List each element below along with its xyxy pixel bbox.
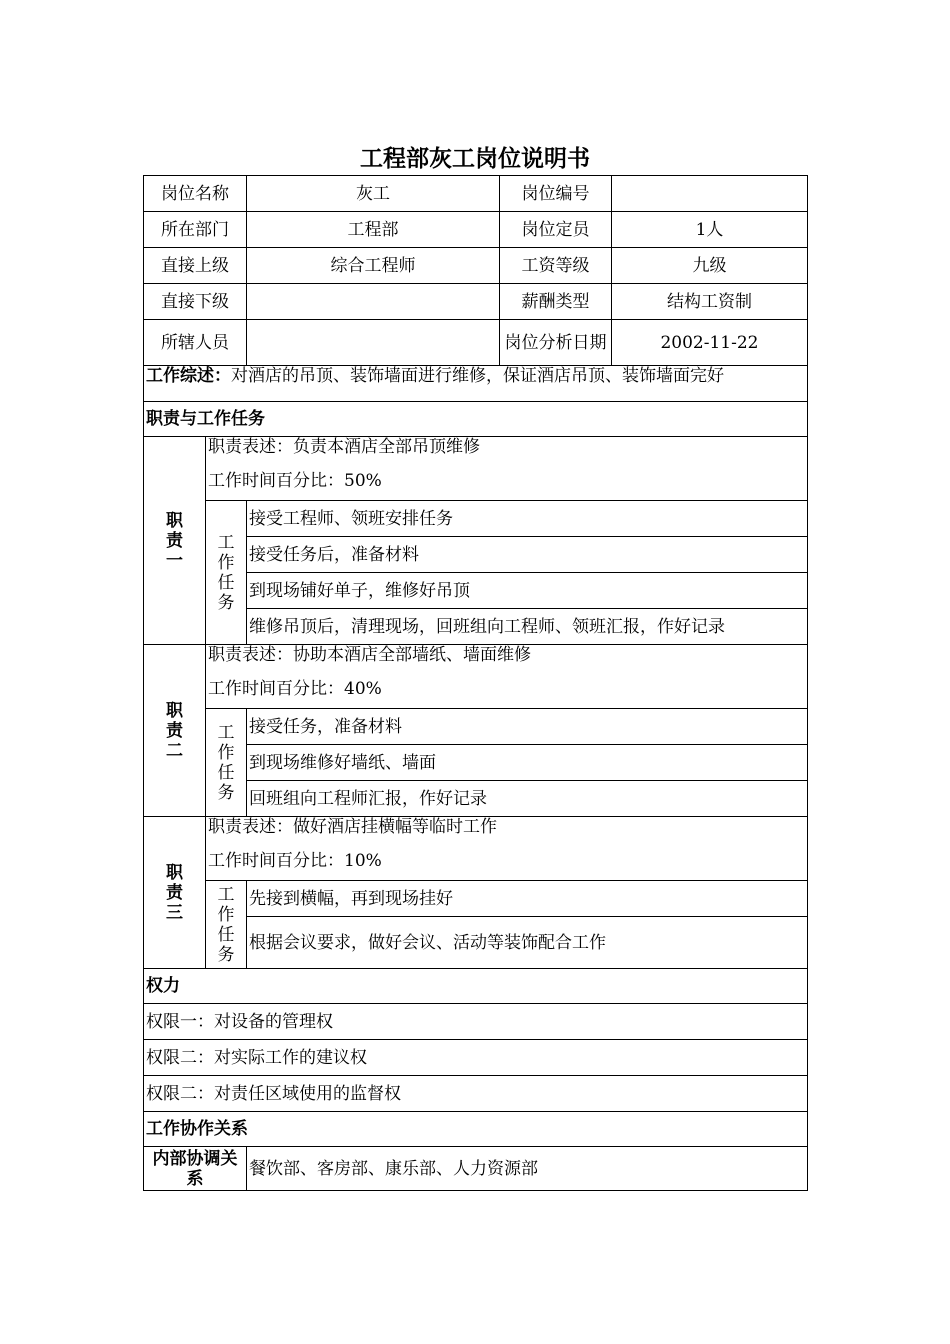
duty-percent: 工作时间百分比：40% (208, 679, 382, 699)
task-item: 根据会议要求，做好会议、活动等装饰配合工作 (247, 917, 808, 969)
authority-row (144, 1040, 808, 1076)
authority-heading: 权力 (144, 969, 808, 1004)
info-row (144, 248, 808, 284)
duty-description-row (144, 437, 808, 501)
info-label: 直接上级 (144, 248, 247, 284)
duty-description (206, 437, 808, 501)
info-label: 工资等级 (500, 248, 612, 284)
authority-row (144, 1004, 808, 1040)
duty-description-row (144, 817, 808, 881)
info-value: 灰工 (247, 176, 500, 212)
cooperation-heading: 工作协作关系 (144, 1112, 808, 1147)
info-row (144, 284, 808, 320)
info-value: 综合工程师 (247, 248, 500, 284)
info-label: 所在部门 (144, 212, 247, 248)
duty-statement: 职责表述：做好酒店挂横幅等临时工作 (208, 817, 497, 837)
duty-percent: 工作时间百分比：10% (208, 851, 382, 871)
duties-heading: 职责与工作任务 (144, 402, 808, 437)
info-label: 岗位定员 (500, 212, 612, 248)
document-title: 工程部灰工岗位说明书 (360, 145, 590, 172)
summary-label: 工作综述： (146, 366, 231, 386)
task-label: 工 作 任 务 (206, 881, 247, 969)
task-item: 到现场维修好墙纸、墙面 (247, 745, 808, 781)
info-value: 九级 (612, 248, 808, 284)
duty-label: 职 责 一 (144, 437, 206, 645)
info-value (247, 320, 500, 366)
duty-statement: 职责表述：负责本酒店全部吊顶维修 (208, 437, 480, 457)
authority-item: 权限一：对设备的管理权 (144, 1004, 808, 1040)
info-label: 岗位名称 (144, 176, 247, 212)
authority-item: 权限二：对实际工作的建议权 (144, 1040, 808, 1076)
info-row (144, 320, 808, 366)
duty-label: 职 责 三 (144, 817, 206, 969)
task-label: 工 作 任 务 (206, 501, 247, 645)
info-value (612, 176, 808, 212)
task-row (144, 709, 808, 745)
task-row (144, 881, 808, 917)
duties-heading-row (144, 402, 808, 437)
task-item: 接受任务，准备材料 (247, 709, 808, 745)
task-row (144, 501, 808, 537)
internal-coordination-value: 餐饮部、客房部、康乐部、人力资源部 (247, 1147, 808, 1191)
summary-row (144, 366, 808, 402)
task-item: 维修吊顶后，清理现场，回班组向工程师、领班汇报，作好记录 (247, 609, 808, 645)
summary-text: 对酒店的吊顶、装饰墙面进行维修，保证酒店吊顶、装饰墙面完好 (231, 366, 724, 386)
task-item: 到现场铺好单子，维修好吊顶 (247, 573, 808, 609)
info-value: 工程部 (247, 212, 500, 248)
duty-percent: 工作时间百分比：50% (208, 471, 382, 491)
duty-description-row (144, 645, 808, 709)
info-value (247, 284, 500, 320)
info-value: 结构工资制 (612, 284, 808, 320)
summary-cell (144, 366, 808, 402)
info-label: 岗位分析日期 (500, 320, 612, 366)
authority-item: 权限二：对责任区域使用的监督权 (144, 1076, 808, 1112)
duty-statement: 职责表述：协助本酒店全部墙纸、墙面维修 (208, 645, 531, 665)
authority-heading-row (144, 969, 808, 1004)
info-value: 2002-11-22 (612, 320, 808, 366)
cooperation-heading-row (144, 1112, 808, 1147)
task-item: 先接到横幅，再到现场挂好 (247, 881, 808, 917)
info-label: 薪酬类型 (500, 284, 612, 320)
info-label: 所辖人员 (144, 320, 247, 366)
duty-description (206, 645, 808, 709)
task-label: 工 作 任 务 (206, 709, 247, 817)
task-item: 接受工程师、领班安排任务 (247, 501, 808, 537)
duty-description (206, 817, 808, 881)
task-item: 接受任务后，准备材料 (247, 537, 808, 573)
internal-coordination-label: 内部协调关系 (144, 1147, 247, 1191)
info-row (144, 176, 808, 212)
info-label: 直接下级 (144, 284, 247, 320)
info-label: 岗位编号 (500, 176, 612, 212)
duty-label: 职 责 二 (144, 645, 206, 817)
task-item: 回班组向工程师汇报，作好记录 (247, 781, 808, 817)
info-value: 1人 (612, 212, 808, 248)
cooperation-row (144, 1147, 808, 1191)
job-description-table (143, 175, 808, 1191)
info-row (144, 212, 808, 248)
authority-row (144, 1076, 808, 1112)
